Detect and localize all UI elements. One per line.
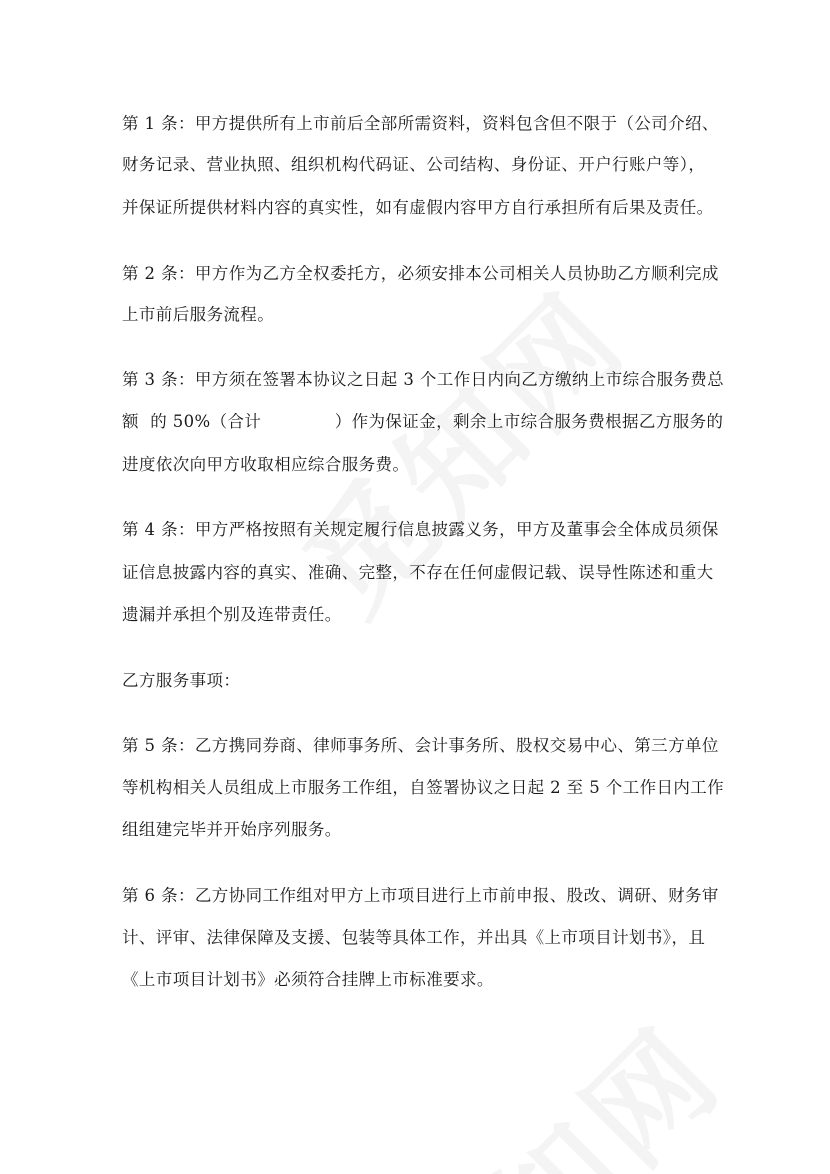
clause-1-line-1: 第 1 条：甲方提供所有上市前后全部所需资料，资料包含但不限于（公司介绍、: [122, 114, 719, 133]
clause-6-line-3: 《上市项目计划书》必须符合挂牌上市标准要求。: [122, 970, 494, 989]
clause-4-line-2: 证信息披露内容的真实、准确、完整，不存在任何虚假记载、误导性陈述和重大: [122, 563, 714, 582]
clause-1-line-3: 并保证所提供材料内容的真实性，如有虚假内容甲方自行承担所有后果及责任。: [122, 198, 714, 217]
clause-3-line-3: 进度依次向甲方收取相应综合服务费。: [122, 455, 410, 474]
clause-6-line-1: 第 6 条：乙方协同工作组对甲方上市项目进行上市前申报、股改、调研、财务审: [122, 886, 719, 905]
clause-3-line-1: 第 3 条：甲方须在签署本协议之日起 3 个工作日内向乙方缴纳上市综合服务费总: [122, 370, 725, 389]
watermark: [261, 247, 658, 644]
clause-2-line-2: 上市前后服务流程。: [122, 305, 275, 324]
clause-4-line-3: 遗漏并承担个别及连带责任。: [122, 605, 342, 624]
clause-4-line-1: 第 4 条：甲方严格按照有关规定履行信息披露义务，甲方及董事会全体成员须保: [122, 520, 719, 539]
clause-6-line-2: 计、评审、法律保障及支援、包装等具体工作，并出具《上市项目计划书》，且: [122, 928, 706, 947]
watermark: [356, 982, 753, 1174]
clause-5-line-3: 组组建完毕并开始序列服务。: [122, 820, 342, 839]
clause-5-line-2: 等机构相关人员组成上市服务工作组，自签署协议之日起 2 至 5 个工作日内工作: [122, 778, 725, 797]
section-heading: 乙方服务事项：: [122, 671, 241, 690]
clause-2-line-1: 第 2 条：甲方作为乙方全权委托方，必须安排本公司相关人员协助乙方顺利完成: [122, 264, 719, 283]
clause-3-line-2: 额 的 50%（合计 ）作为保证金，剩余上市综合服务费根据乙方服务的: [122, 412, 724, 431]
clause-5-line-1: 第 5 条：乙方携同券商、律师事务所、会计事务所、股权交易中心、第三方单位: [122, 736, 719, 755]
clause-1-line-2: 财务记录、营业执照、组织机构代码证、公司结构、身份证、开户行账户等），: [122, 155, 706, 174]
